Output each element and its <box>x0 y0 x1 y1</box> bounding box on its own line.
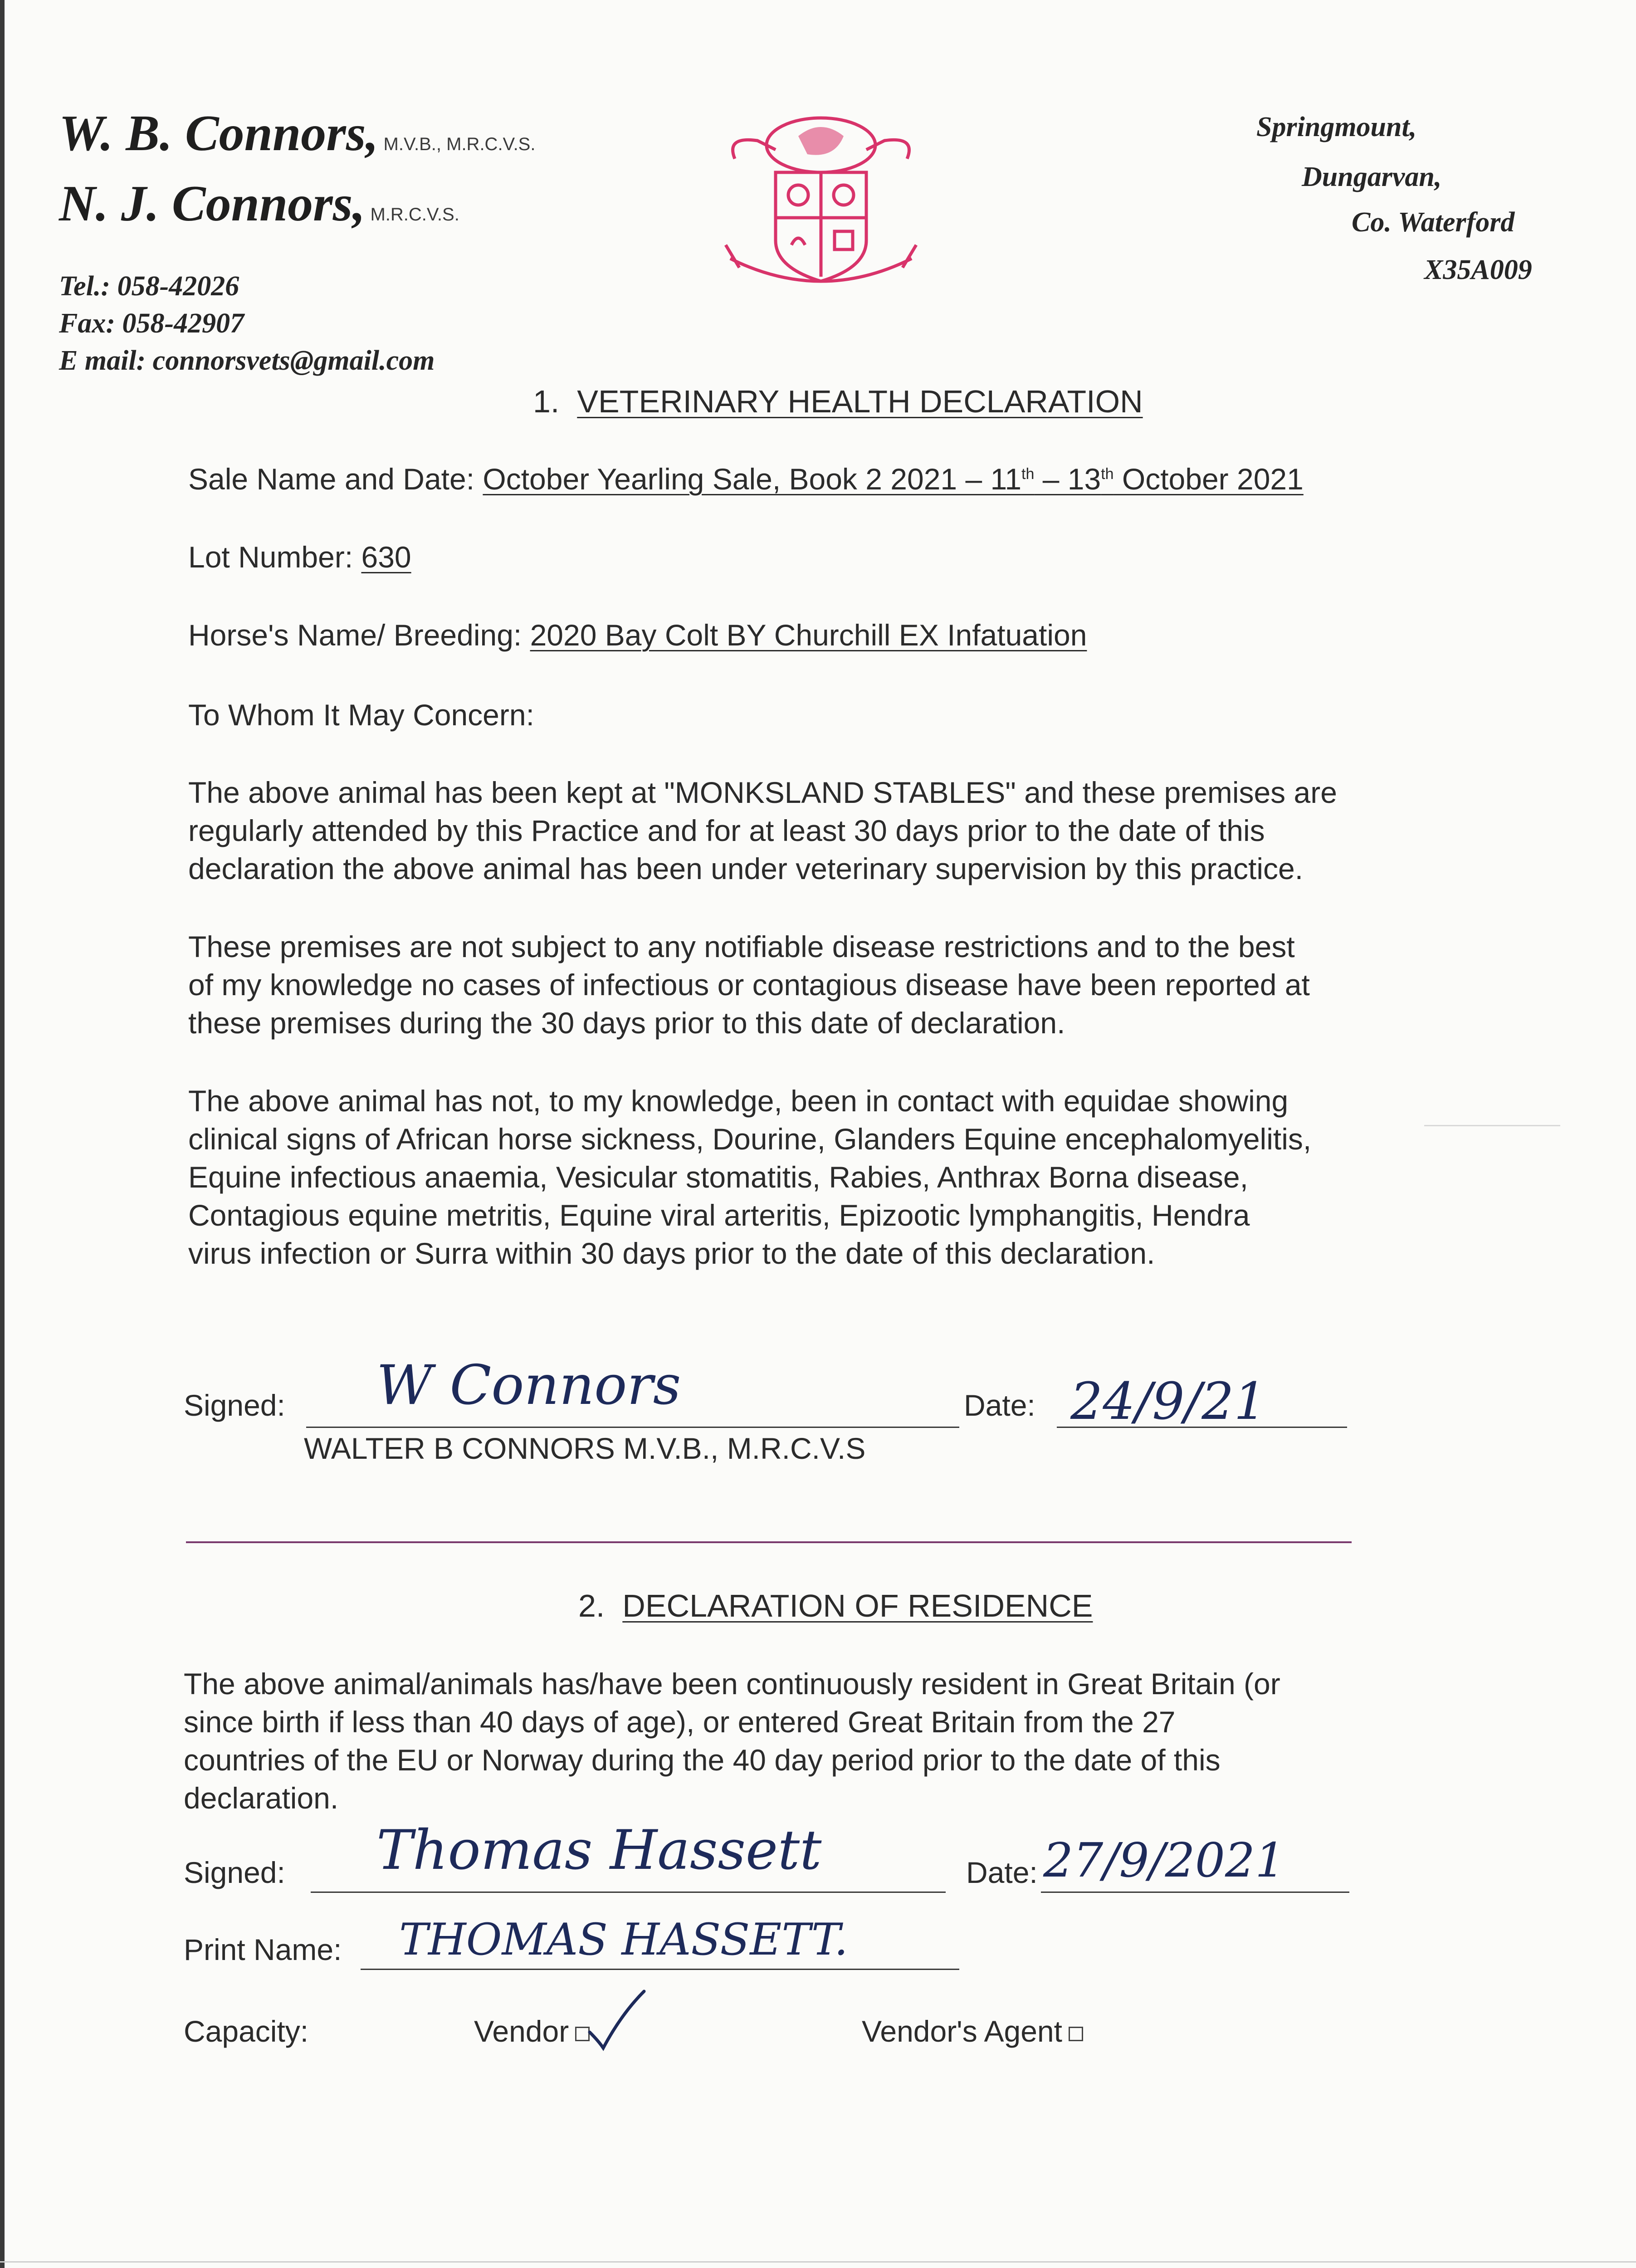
vendor-signature-line <box>311 1892 946 1893</box>
horse-line: Horse's Name/ Breeding: 2020 Bay Colt BY Churchill EX Infatuation <box>188 618 1087 652</box>
vendor-agent-option[interactable]: Vendor's Agent <box>862 2014 1083 2048</box>
paragraph-2: These premises are not subject to any notifiable disease restrictions and to the best of my knowledge no cases of infectious or contagious disease have been reported at these premises during the 30 days prior to this date of declaration. <box>188 930 1310 1040</box>
address-line-3: Co. Waterford <box>1352 207 1515 238</box>
lot-number-line: Lot Number: 630 <box>188 540 411 574</box>
scan-artifact <box>1424 1125 1560 1126</box>
vendor-checkmark-icon <box>585 1987 649 2055</box>
vendor-date-label: Date: <box>966 1856 1038 1889</box>
lot-number-value: 630 <box>361 540 411 574</box>
address-line-1: Springmount, <box>1256 112 1417 142</box>
paragraph-3: The above animal has not, to my knowledge, been in contact with equidae showing clinical signs of African horse sickness, Dourine, Glanders Equine encephalomyelitis, Equine infectious anaemia, Vesicular stomatitis, Rabies, Anthrax Borna disease, Contagious equine metritis, Equine viral arteritis, Epizootic lymphangitis, Hendra virus infection or Surra within 30 days prior to the date of this declaration. <box>188 1084 1312 1270</box>
residence-paragraph: The above animal/animals has/have been continuously resident in Great Britain (or since birth if less than 40 days of age), or entered Great Britain from the 27 countries of the EU or Norway during the 40 day period prior to the date of this declaration. <box>184 1667 1280 1815</box>
vet-date-label: Date: <box>964 1388 1035 1422</box>
section-divider <box>186 1541 1352 1543</box>
scan-edge <box>0 0 5 2268</box>
paragraph-1: The above animal has been kept at "MONKSLAND STABLES" and these premises are regularly attended by this Practice and for at least 30 days prior to the date of this declaration the above animal has been under veterinary supervision by this practice. <box>188 776 1337 885</box>
scan-artifact <box>0 2261 1636 2263</box>
vendor-date-value: 27/9/2021 <box>1043 1833 1285 1888</box>
address-line-4: X35A009 <box>1424 254 1532 285</box>
sale-line: Sale Name and Date: October Yearling Sale, Book 2 2021 – 11th – 13th October 2021 <box>188 462 1304 496</box>
tel: Tel.: 058-42026 <box>59 271 239 302</box>
address-line-2: Dungarvan, <box>1302 161 1442 192</box>
vet-signature-line <box>306 1427 959 1428</box>
print-name-line <box>361 1969 959 1970</box>
vendor-signed-label: Signed: <box>184 1856 285 1889</box>
vet-name-2: N. J. Connors, M.R.C.V.S. <box>59 176 459 232</box>
print-name-value: THOMAS HASSETT. <box>399 1914 848 1965</box>
section1-heading: 1. VETERINARY HEALTH DECLARATION <box>533 384 1143 419</box>
vendor-date-line <box>1041 1892 1349 1893</box>
fax: Fax: 058-42907 <box>59 308 244 339</box>
horse-value: 2020 Bay Colt BY Churchill EX Infatuation <box>530 618 1087 652</box>
section2-heading: 2. DECLARATION OF RESIDENCE <box>578 1588 1093 1623</box>
vendor-signature: Thomas Hassett <box>376 1819 822 1882</box>
contact-block <box>59 268 435 379</box>
vendor-agent-checkbox[interactable] <box>1069 2027 1083 2041</box>
vet-date-value: 24/9/21 <box>1070 1372 1266 1431</box>
vet-printed-name: WALTER B CONNORS M.V.B., M.R.C.V.S <box>304 1432 866 1465</box>
vet-signed-label: Signed: <box>184 1388 285 1422</box>
capacity-label: Capacity: <box>184 2014 309 2048</box>
salutation: To Whom It May Concern: <box>188 698 534 732</box>
vet-signature: W Connors <box>376 1354 681 1417</box>
vendor-option[interactable]: Vendor <box>474 2014 590 2048</box>
vet-name-1: W. B. Connors, M.V.B., M.R.C.V.S. <box>59 105 536 161</box>
print-name-label: Print Name: <box>184 1933 342 1966</box>
email: E mail: connorsvets@gmail.com <box>59 345 435 376</box>
practice-crest-icon <box>708 109 934 299</box>
